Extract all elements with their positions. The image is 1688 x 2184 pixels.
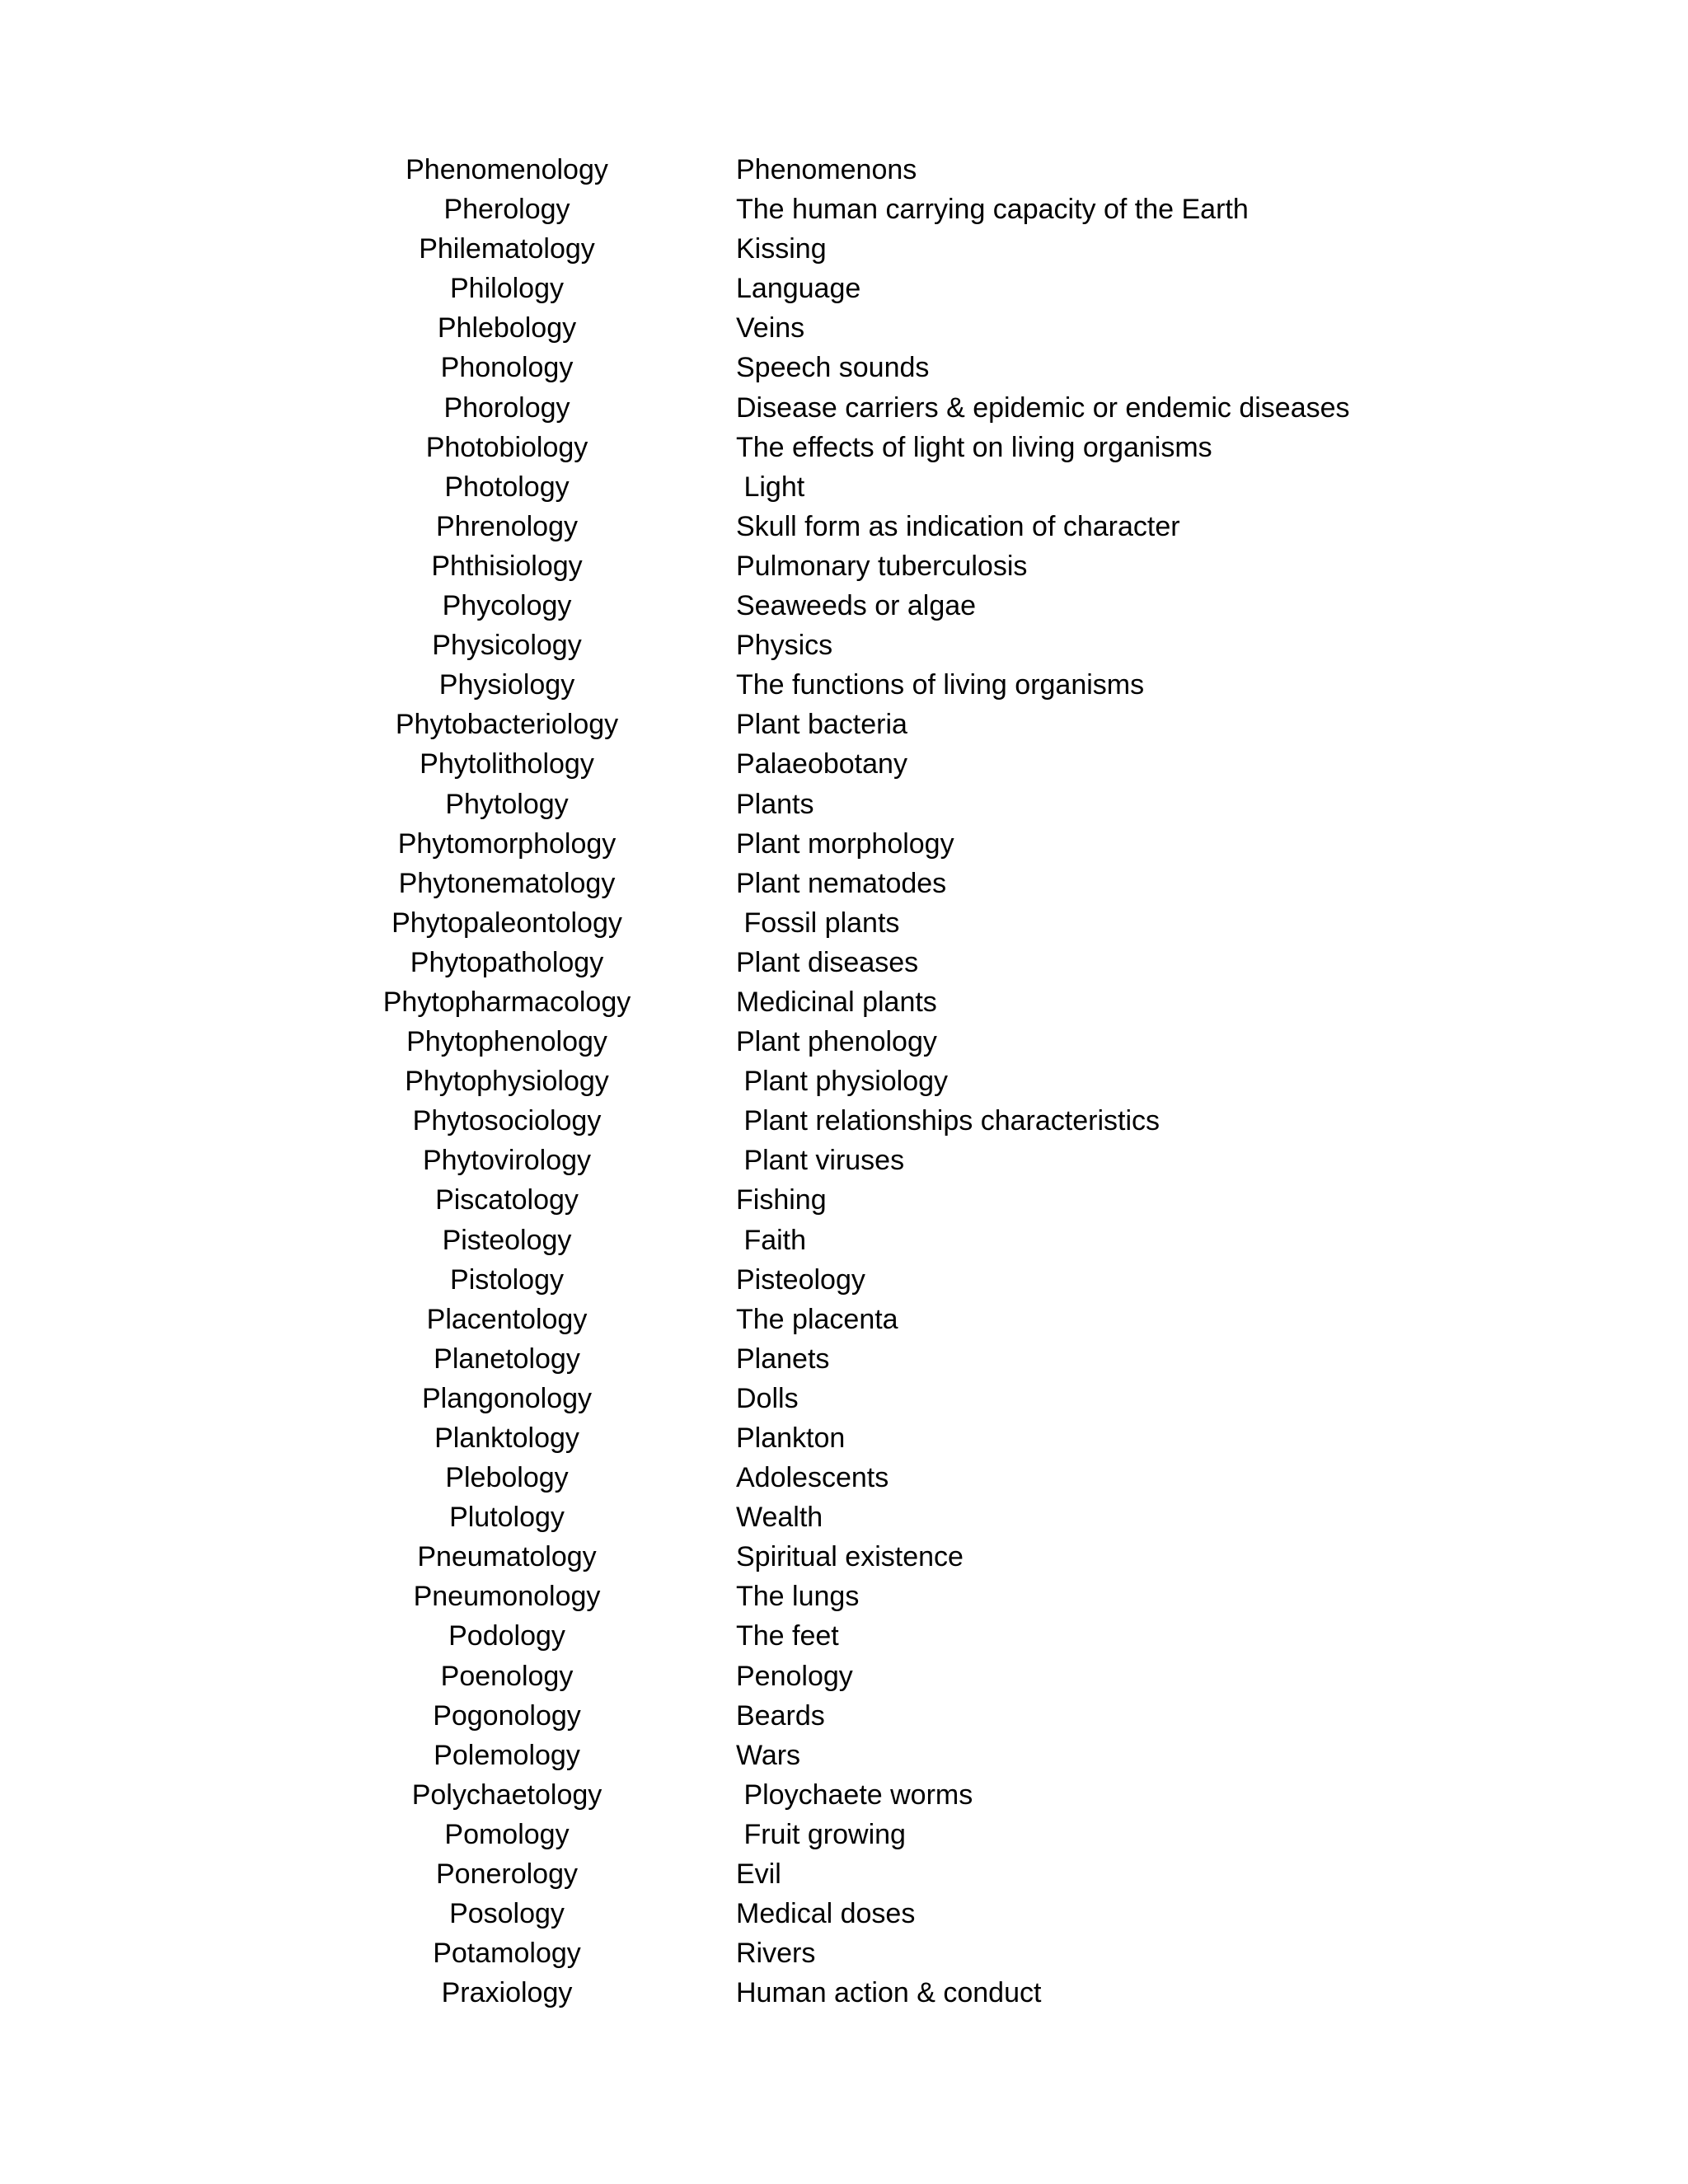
glossary-row [0,1180,1688,1220]
glossary-definition: Fruit growing [736,1818,906,1850]
glossary-term: Polychaetology [411,1779,603,1811]
glossary-term: Poenology [440,1660,574,1692]
glossary-definition: Speech sounds [736,352,930,384]
glossary-row [0,388,1688,428]
glossary-row [0,1101,1688,1141]
glossary-row [0,1933,1688,1973]
glossary-definition: Planets [736,1343,830,1375]
glossary-row [0,150,1688,190]
glossary-term: Planktology [434,1422,579,1454]
glossary-term: Plangonology [421,1382,593,1414]
glossary-term: Plebology [445,1462,569,1494]
glossary-term: Phytopharmacology [382,986,631,1018]
glossary-definition: Plants [736,788,814,820]
glossary-definition: Pulmonary tuberculosis [736,550,1028,582]
glossary-term: Physicology [432,630,582,662]
glossary-row [0,1418,1688,1458]
glossary-row [0,1736,1688,1775]
glossary-row [0,546,1688,586]
glossary-term: Philology [450,273,564,305]
glossary-list [0,150,1688,2013]
glossary-term: Phonology [440,352,574,384]
glossary-definition: Plant bacteria [736,709,907,741]
glossary-row [0,269,1688,308]
glossary-row [0,586,1688,626]
glossary-term: Posology [449,1898,565,1930]
glossary-term: Phytophenology [406,1026,607,1058]
glossary-row [0,626,1688,665]
glossary-row [0,1577,1688,1616]
glossary-row [0,824,1688,864]
glossary-row [0,1221,1688,1260]
glossary-term: Ponerology [435,1858,578,1891]
glossary-term: Pneumonology [413,1581,601,1613]
glossary-term: Phytobacteriology [395,709,619,741]
glossary-definition: Human action & conduct [736,1977,1042,2009]
glossary-definition: Palaeobotany [736,748,907,780]
glossary-term: Philematology [419,233,595,265]
glossary-term: Potamology [433,1938,581,1970]
glossary-term: Pomology [444,1818,570,1850]
glossary-row [0,1379,1688,1418]
glossary-row [0,1815,1688,1854]
glossary-definition: Plant nematodes [736,867,947,899]
glossary-definition: Beards [736,1699,825,1732]
glossary-row [0,1616,1688,1656]
glossary-term: Placentology [426,1303,588,1335]
glossary-definition: Medicinal plants [736,986,937,1018]
glossary-term: Phytovirology [422,1145,592,1177]
glossary-term: Phytopaleontology [392,907,622,939]
glossary-row [0,348,1688,387]
glossary-definition: Plant physiology [736,1066,949,1098]
glossary-row [0,1775,1688,1815]
glossary-definition: Disease carriers & epidemic or endemic diseases [736,391,1350,424]
glossary-row [0,1062,1688,1101]
glossary-row [0,1339,1688,1379]
glossary-term: Phytopathology [410,946,604,978]
glossary-term: Photology [444,471,570,503]
glossary-definition: Language [736,273,861,305]
glossary-term: Podology [448,1620,565,1652]
glossary-term: Pistology [450,1263,564,1296]
glossary-term: Phytology [445,788,569,820]
glossary-term: Phytosociology [412,1105,602,1137]
glossary-definition: Fossil plants [736,907,900,939]
glossary-definition: Fishing [736,1184,827,1216]
glossary-definition: Plant morphology [736,827,954,860]
glossary-definition: Plant relationships characteristics [736,1105,1160,1137]
glossary-definition: The placenta [736,1303,898,1335]
glossary-definition: The human carrying capacity of the Earth [736,194,1249,226]
glossary-row [0,1973,1688,2013]
glossary-term: Phrenology [435,510,578,542]
glossary-term: Polemology [434,1739,580,1771]
glossary-definition: Phenomenons [736,154,917,185]
glossary-term: Phytomorphology [397,827,617,860]
glossary-definition: Veins [736,312,805,344]
glossary-row [0,1300,1688,1339]
glossary-definition: Adolescents [736,1462,889,1494]
glossary-term: Planetology [434,1343,580,1375]
glossary-term: Photobiology [425,431,588,463]
glossary-row [0,1260,1688,1300]
glossary-definition: Wars [736,1739,801,1771]
glossary-definition: The feet [736,1620,839,1652]
glossary-row [0,467,1688,507]
glossary-row [0,190,1688,229]
glossary-definition: Dolls [736,1382,799,1414]
glossary-definition: Spiritual existence [736,1541,964,1573]
glossary-definition: Plant diseases [736,946,919,978]
glossary-definition: Seaweeds or algae [736,590,977,622]
glossary-row [0,982,1688,1022]
glossary-term: Phycology [442,590,572,622]
glossary-term: Praxiology [441,1977,573,2009]
glossary-term: Physiology [438,669,575,701]
glossary-definition: Skull form as indication of character [736,510,1180,542]
glossary-definition: Kissing [736,233,827,265]
glossary-term: Pneumatology [417,1541,597,1573]
glossary-definition: Ploychaete worms [736,1779,973,1811]
glossary-row [0,308,1688,348]
glossary-term: Phorology [443,391,570,424]
glossary-definition: Plant phenology [736,1026,937,1058]
glossary-row [0,1854,1688,1894]
glossary-term: Phlebology [437,312,577,344]
glossary-row [0,1696,1688,1736]
glossary-row [0,1497,1688,1537]
glossary-term: Phenomenology [406,154,608,185]
glossary-term: Pogonology [433,1699,581,1732]
glossary-definition: Evil [736,1858,781,1891]
glossary-term: Phytolithology [420,748,594,780]
glossary-definition: Medical doses [736,1898,916,1930]
glossary-row [0,1022,1688,1062]
glossary-row [0,1141,1688,1180]
glossary-term: Phthisiology [431,550,583,582]
glossary-term: Pherology [443,194,570,226]
glossary-definition: Penology [736,1660,853,1692]
glossary-definition: Faith [736,1224,807,1256]
glossary-term: Pisteology [442,1224,572,1256]
glossary-row [0,1894,1688,1933]
glossary-row [0,428,1688,467]
glossary-definition: Pisteology [736,1263,865,1296]
glossary-row [0,785,1688,824]
glossary-row [0,864,1688,903]
glossary-row [0,744,1688,784]
glossary-row [0,943,1688,982]
glossary-row [0,1537,1688,1577]
glossary-row [0,705,1688,744]
glossary-row [0,229,1688,269]
glossary-definition: The functions of living organisms [736,669,1145,701]
glossary-definition: Plant viruses [736,1145,905,1177]
glossary-term: Plutology [449,1502,565,1534]
glossary-term: Piscatology [435,1184,579,1216]
glossary-term: Phytonematology [398,867,616,899]
glossary-row [0,1458,1688,1497]
glossary-definition: Wealth [736,1502,823,1534]
glossary-definition: The effects of light on living organisms [736,431,1212,463]
glossary-definition: Rivers [736,1938,816,1970]
glossary-term: Phytophysiology [405,1066,609,1098]
glossary-row [0,1657,1688,1696]
glossary-definition: The lungs [736,1581,860,1613]
glossary-row [0,665,1688,705]
glossary-definition: Plankton [736,1422,846,1454]
glossary-definition: Light [736,471,805,503]
glossary-row [0,507,1688,546]
glossary-definition: Physics [736,630,833,662]
glossary-row [0,903,1688,943]
